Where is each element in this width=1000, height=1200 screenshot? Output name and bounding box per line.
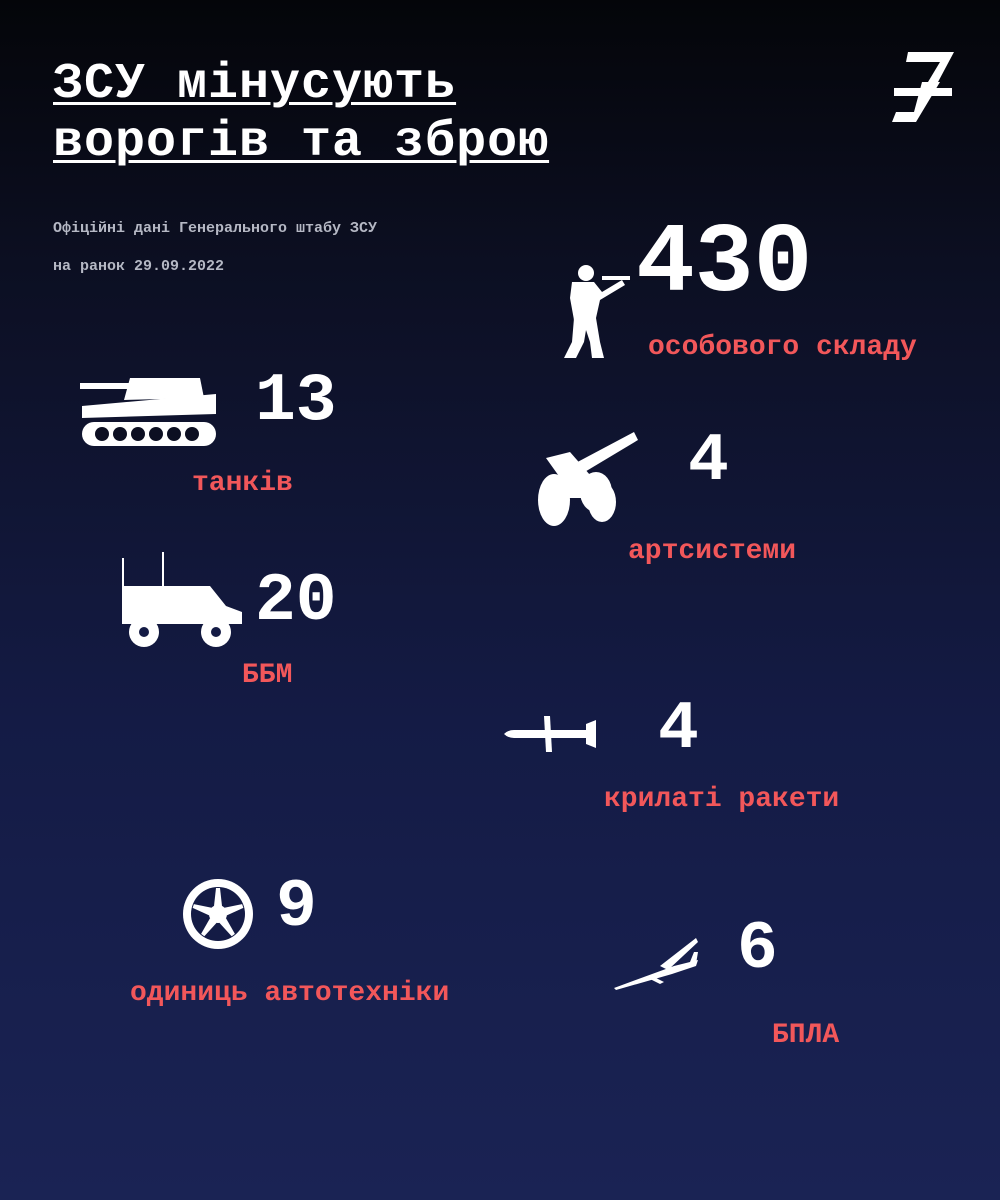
tanks-count: 13 — [255, 363, 337, 440]
wheel-icon — [182, 878, 254, 950]
apv-count: 20 — [255, 563, 337, 640]
artillery-label: артсистеми — [628, 536, 797, 567]
source-text: Офіційні дані Генерального штабу ЗСУ — [53, 220, 378, 237]
vehicles-label: одиниць автотехніки — [130, 978, 450, 1009]
missiles-label: крилаті ракети — [604, 784, 840, 815]
tank-icon — [78, 376, 218, 448]
tanks-label: танків — [192, 468, 293, 499]
artillery-icon — [536, 430, 640, 528]
personnel-count: 430 — [636, 209, 813, 320]
uav-label: БПЛА — [772, 1020, 840, 1051]
title-line-2: ворогів та зброю — [53, 114, 550, 171]
vehicles-count: 9 — [276, 869, 317, 946]
missiles-count: 4 — [658, 691, 699, 768]
drone-icon — [612, 936, 700, 992]
personnel-label: особового складу — [648, 332, 917, 363]
apv-label: ББМ — [242, 660, 293, 691]
date-text: на ранок 29.09.2022 — [53, 258, 225, 275]
artillery-count: 4 — [688, 423, 729, 500]
armored-vehicle-icon — [118, 550, 244, 650]
uav-count: 6 — [737, 911, 778, 988]
title-line-1: ЗСУ мінусують — [53, 56, 457, 113]
missile-icon — [502, 712, 598, 756]
logo-z-icon — [888, 48, 958, 126]
soldier-icon — [556, 262, 632, 364]
page-title — [53, 56, 549, 172]
